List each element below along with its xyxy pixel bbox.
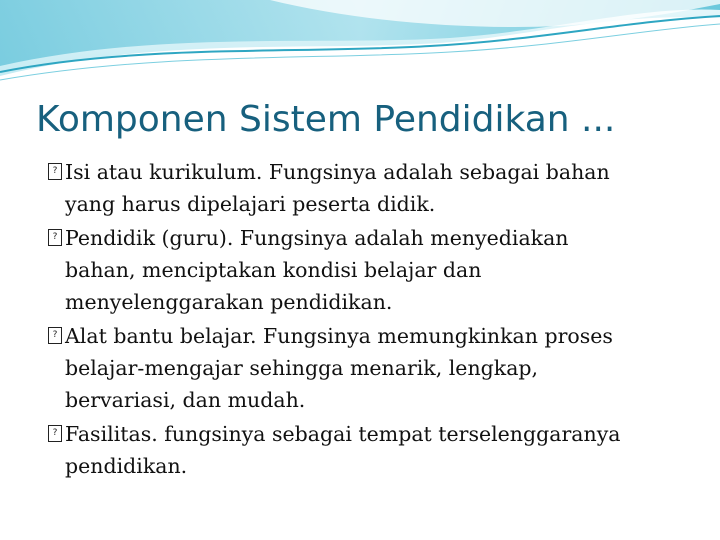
bullet-line: menyelenggarakan pendidikan. <box>65 290 393 314</box>
bullet-line: Isi atau kurikulum. Fungsinya adalah sebagai bahan <box>65 160 610 184</box>
bullet-line: belajar-mengajar sehingga menarik, lengkap, <box>65 356 539 380</box>
slide-title: Komponen Sistem Pendidikan ... <box>36 99 616 140</box>
missing-glyph-box-icon <box>48 425 62 442</box>
bullet-line: Fasilitas. fungsinya sebagai tempat terselenggaranya <box>65 422 621 446</box>
bullet-line: Pendidik (guru). Fungsinya adalah menyediakan <box>65 226 569 250</box>
bullet-line: pendidikan. <box>65 454 188 478</box>
bullet-item-alat-bantu <box>48 320 688 416</box>
bullet-line: Alat bantu belajar. Fungsinya memungkinkan proses <box>65 324 613 348</box>
missing-glyph-box-icon <box>48 163 62 180</box>
bullet-item-isi <box>48 156 688 220</box>
bullet-item-fasilitas <box>48 418 688 482</box>
bullet-line: yang harus dipelajari peserta didik. <box>65 192 436 216</box>
bullet-list <box>48 156 688 484</box>
missing-glyph-box-icon <box>48 327 62 344</box>
header-wave-decoration <box>0 0 720 90</box>
bullet-line: bahan, menciptakan kondisi belajar dan <box>65 258 482 282</box>
bullet-line: bervariasi, dan mudah. <box>65 388 306 412</box>
bullet-item-pendidik <box>48 222 688 318</box>
missing-glyph-box-icon <box>48 229 62 246</box>
